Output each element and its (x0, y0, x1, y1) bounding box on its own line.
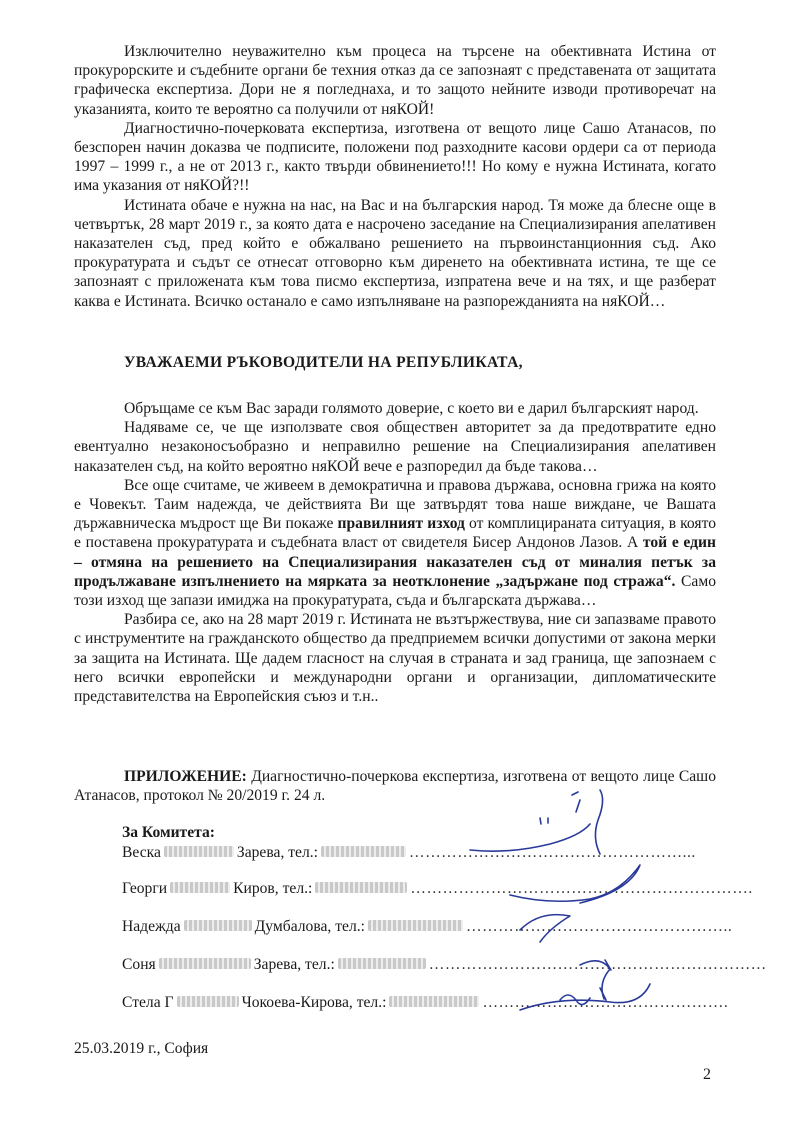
paragraph: Надяваме се, че ще използвате своя обществен авторитет за да предотвратите едно евентуално незаконосъобразно и неправилно решение на Специализирания апелативен наказателен съд, на който вероятно няКОЙ вече е разпоредил да бъде такова… (74, 419, 716, 475)
redacted-phone (321, 846, 406, 857)
paragraph: Обръщаме се към Вас заради голямото доверие, с което ви е дарил българският народ. (124, 400, 699, 417)
attachment-label: ПРИЛОЖЕНИЕ: (124, 768, 247, 785)
redacted-phone (338, 958, 426, 969)
redacted-phone (389, 996, 479, 1007)
committee-member: Надежда Думбалова , тел.: ………………………………………….. (122, 918, 733, 935)
date-place: 25.03.2019 г., София (74, 1040, 209, 1057)
paragraph: Изключително неуважително към процеса на търсене на обективната Истина от прокурорските и съдебните органи бе техния отказ да се запознаят с представената от защитата графическа експертиза. Дори не я погледнаха, и то защото нейните изводи противоречат на указанията, които те вероятно са получили от няКОЙ! (74, 43, 716, 118)
redacted-name (159, 958, 251, 969)
opening-paragraphs (74, 42, 716, 311)
redacted-phone (315, 882, 407, 893)
appeal-paragraphs (74, 399, 716, 706)
committee-member: Веска Зарева , тел.: ……………………………………………... (122, 844, 696, 861)
paragraph: Истината обаче е нужна на нас, на Вас и на българския народ. Тя може да блесне още в четвъртък, 28 март 2019 г., за която дата е насрочено заседание на Специализирания апелативен наказателен съд, пред който е обжалвано решението на първоинстанционния съд. Ако прокуратурата и съдът се отнесат отговорно към диренето на обективната истина, те ще се запознаят с приложената към това писмо експертиза, изпратена вече и на тях, и ще разберат каква е Истината. Всичко останало е само изпълняване на разпорежданията на няКОЙ… (74, 196, 716, 310)
bold-demand: той е един – отмяна на решението на Специализирания наказателен съд от миналия петък за продължаване изпълнението на мярката за неотклонение „задържане под стража“. (74, 534, 716, 590)
paragraph: Все още считаме, че живеем в демократична и правова държава, основна грижа на която е Човекът. Таим надежда, че действията Ви ще затвърдят това наше виждане, че Вашата държавническа мъдрост ще Ви покаже правилният изход от комплицираната ситуация, в която е поставена прокуратурата и съдебната власт от свидетеля Бисер Андонов Лазов. А той е един – отмяна на решението на Специализирания наказателен съд от миналия петък за продължаване изпълнението на мярката за неотклонение „задържане под стража“. Само този изход ще запази имиджа на прокуратурата, съда и българската държава… (74, 476, 717, 610)
redacted-name (177, 996, 239, 1007)
page-number: 2 (703, 1066, 711, 1083)
attachment-text: Диагностично-почеркова експертиза, изготвена от вещото лице Сашо Атанасов, протокол № 20/2019 г. 24 л. (74, 768, 716, 805)
redacted-phone (368, 920, 463, 931)
committee-title: За Комитета: (122, 824, 215, 841)
paragraph: Диагностично-почерковата експертиза, изготвена от вещото лице Сашо Атанасов, по безспорен начин доказва че подписите, положени под разходните касови ордери са от периода 1997 – 1999 г., а не от 2013 г., както твърди обвинението!!! Но кому е нужна Истината, когато има указания от няКОЙ?!! (74, 119, 716, 195)
redacted-name (184, 920, 252, 931)
bold-phrase: правилният изход (337, 515, 465, 533)
redacted-name (164, 846, 234, 857)
committee-member: Стела Г Чокоева-Кирова , тел.: ………………………………………. (122, 994, 729, 1011)
address-heading: УВАЖАЕМИ РЪКОВОДИТЕЛИ НА РЕПУБЛИКАТА, (124, 354, 523, 371)
paragraph: Разбира се, ако на 28 март 2019 г. Истината не възтържествува, ние си запазваме правото с инструментите на гражданското общество да предприемем всички допустими от закона мерки за защита на Истината. Ще дадем гласност на случая в страната и зад граница, ще запознаем с него всички европейски и международни органи и организации, дипломатическите представителства на Европейския съюз и т.н.. (74, 611, 716, 706)
redacted-name (170, 882, 230, 893)
attachment-note (74, 767, 716, 805)
committee-member: Соня Зарева , тел.: ……………………………………………………… (122, 956, 767, 973)
committee-member: Георги Киров , тел.: ………………………………………………………. (122, 880, 753, 897)
